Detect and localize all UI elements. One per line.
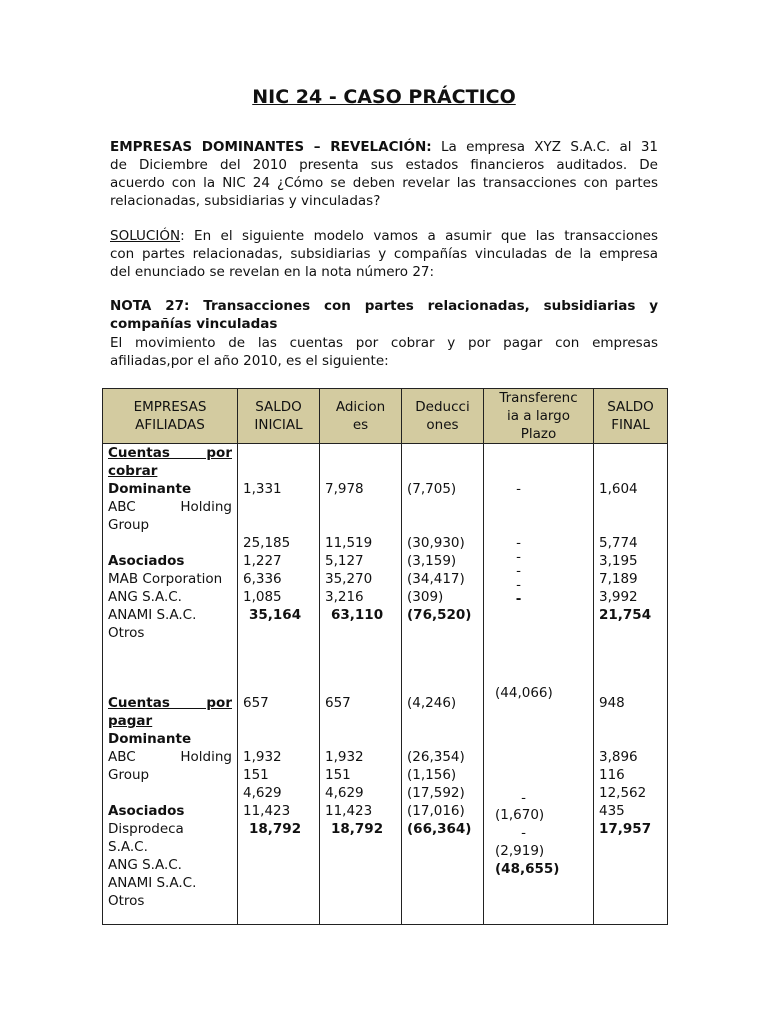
table-cell: - (516, 563, 521, 579)
section-label: Cuentas por (108, 445, 232, 461)
note-line: afiliadas,por el año 2010, es el siguiente: (110, 353, 389, 369)
solution-line: con partes relacionadas, subsidiarias y compañías vinculadas de la empresa (110, 246, 658, 262)
table-cell: (1,670) (495, 807, 545, 823)
table-cell: (30,930) (407, 535, 465, 551)
table-cell: 657 (325, 695, 351, 711)
table-cell: (309) (407, 589, 444, 605)
table-total: (66,364) (407, 821, 472, 837)
table-total: - (515, 591, 522, 607)
table-cell: - (516, 549, 521, 565)
table-cell: 116 (599, 767, 625, 783)
company-name: ANG S.A.C. (108, 589, 182, 605)
table-total: 17,957 (599, 821, 652, 837)
table-cell: 11,423 (325, 803, 373, 819)
company-name: Otros (108, 625, 145, 641)
table-cell: - (516, 481, 521, 497)
column-transferencia (484, 444, 594, 925)
table-cell: (17,592) (407, 785, 465, 801)
note-heading-line: NOTA 27: Transacciones con partes relacionadas, subsidiarias y (110, 298, 658, 314)
note-heading-line: compañías vinculadas (110, 316, 278, 332)
table-total: (76,520) (407, 607, 472, 623)
note-line: El movimiento de las cuentas por cobrar y por pagar con empresas (110, 335, 658, 351)
note-paragraph (110, 334, 658, 370)
solution-label: SOLUCIÓN (110, 228, 181, 244)
table-cell: 1,227 (243, 553, 282, 569)
table-cell: 11,519 (325, 535, 373, 551)
section-label: cobrar (108, 463, 158, 479)
header-transferencia: Transferenc ia a largo Plazo (484, 389, 594, 444)
table-cell: 25,185 (243, 535, 291, 551)
table-cell: (26,354) (407, 749, 465, 765)
table-cell: (44,066) (495, 685, 553, 701)
company-name: ANG S.A.C. (108, 857, 182, 873)
column-empresas (103, 444, 238, 925)
table-cell: (7,705) (407, 481, 457, 497)
group-label: Dominante (108, 481, 192, 497)
table-cell: 657 (243, 695, 269, 711)
table-cell: 11,423 (243, 803, 291, 819)
table-cell: - (516, 535, 521, 551)
intro-line: acuerdo con la NIC 24 ¿Cómo se deben revelar las transacciones con partes (110, 175, 658, 191)
header-empresas-afiliadas: EMPRESAS AFILIADAS (103, 389, 238, 444)
company-name: Otros (108, 893, 145, 909)
company-name: S.A.C. (108, 839, 148, 855)
table-cell: 35,270 (325, 571, 373, 587)
company-name: ANAMI S.A.C. (108, 875, 197, 891)
table-cell: 5,127 (325, 553, 364, 569)
table-cell: 948 (599, 695, 625, 711)
solution-line: : En el siguiente modelo vamos a asumir que las transacciones (180, 228, 658, 244)
table-cell: 4,629 (325, 785, 364, 801)
company-name: Group (108, 517, 150, 533)
affiliates-table (102, 388, 668, 925)
table-total: 18,792 (249, 821, 302, 837)
solution-line: del enunciado se revelan en la nota número 27: (110, 264, 435, 280)
column-adiciones (320, 444, 402, 925)
table-total: 21,754 (599, 607, 652, 623)
table-total: (48,655) (495, 861, 560, 877)
company-name: ABC Holding (108, 749, 232, 765)
table-cell: 6,336 (243, 571, 282, 587)
header-saldo-inicial: SALDO INICIAL (238, 389, 320, 444)
group-label: Dominante (108, 731, 192, 747)
table-cell: 1,932 (325, 749, 364, 765)
intro-heading: EMPRESAS DOMINANTES – REVELACIÓN: (110, 139, 432, 155)
table-cell: 3,216 (325, 589, 364, 605)
table-cell: - (521, 790, 526, 806)
column-deducciones (402, 444, 484, 925)
table-cell: 7,978 (325, 481, 364, 497)
table-cell: (1,156) (407, 767, 457, 783)
intro-paragraph (110, 138, 658, 210)
header-adiciones: Adicion es (320, 389, 402, 444)
company-name: ANAMI S.A.C. (108, 607, 197, 623)
table-cell: (34,417) (407, 571, 465, 587)
header-deducciones: Deducci ones (402, 389, 484, 444)
company-name: ABC Holding (108, 499, 232, 515)
company-name: MAB Corporation (108, 571, 223, 587)
table-cell: 12,562 (599, 785, 647, 801)
table-total: 35,164 (249, 607, 302, 623)
table-cell: 1,331 (243, 481, 282, 497)
table-cell: (2,919) (495, 843, 545, 859)
table-cell: 1,085 (243, 589, 282, 605)
table-cell: - (516, 577, 521, 593)
intro-line: relacionadas, subsidiarias y vinculadas? (110, 193, 381, 209)
table-total: 63,110 (331, 607, 384, 623)
table-cell: 151 (325, 767, 351, 783)
note-heading (110, 297, 658, 333)
section-label: pagar (108, 713, 153, 729)
table-cell: - (521, 825, 526, 841)
group-label: Asociados (108, 803, 185, 819)
table-cell: 5,774 (599, 535, 638, 551)
table-cell: 3,195 (599, 553, 638, 569)
header-saldo-final: SALDO FINAL (594, 389, 668, 444)
table-cell: (17,016) (407, 803, 465, 819)
table-cell: 3,992 (599, 589, 638, 605)
table-body-row (103, 444, 668, 925)
company-name: Group (108, 767, 150, 783)
table-cell: 7,189 (599, 571, 638, 587)
intro-line: de Diciembre del 2010 presenta sus estados financieros auditados. De (110, 157, 658, 173)
table-cell: (4,246) (407, 695, 457, 711)
table-cell: 435 (599, 803, 625, 819)
page-title: NIC 24 - CASO PRÁCTICO (252, 86, 516, 108)
table-cell: 3,896 (599, 749, 638, 765)
intro-line: La empresa XYZ S.A.C. al 31 (441, 139, 658, 155)
table-cell: 151 (243, 767, 269, 783)
column-saldo-inicial (238, 444, 320, 925)
column-saldo-final (594, 444, 668, 925)
group-label: Asociados (108, 553, 185, 569)
section-label: Cuentas por (108, 695, 232, 711)
company-name: Disprodeca (108, 821, 184, 837)
table-total: 18,792 (331, 821, 384, 837)
table-cell: (3,159) (407, 553, 457, 569)
table-cell: 4,629 (243, 785, 282, 801)
solution-paragraph (110, 227, 658, 281)
table-cell: 1,932 (243, 749, 282, 765)
table-cell: 1,604 (599, 481, 638, 497)
table-header-row (103, 389, 668, 444)
